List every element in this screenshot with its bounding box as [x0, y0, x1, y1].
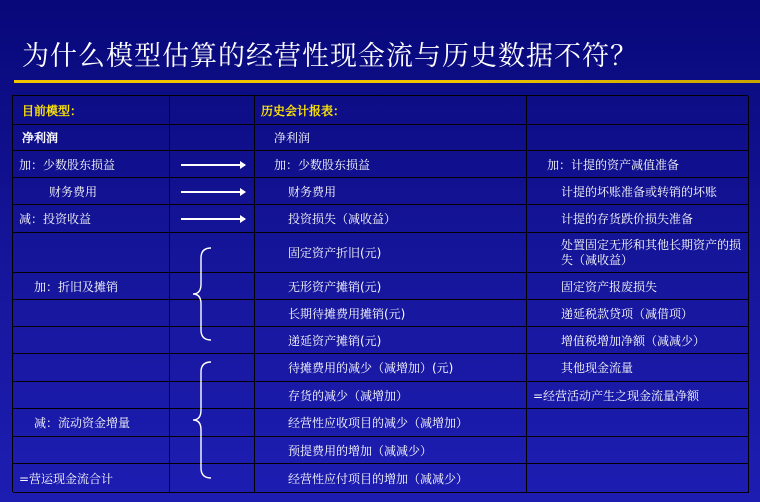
history-extra-item: 固定资产报废损失 — [561, 279, 658, 294]
table-header-row — [13, 96, 749, 125]
history-cell — [255, 300, 527, 327]
table-row — [13, 354, 749, 382]
history-item: 经营性应收项目的减少（减增加） — [288, 416, 469, 430]
model-cell — [13, 125, 170, 151]
model-cell — [13, 409, 170, 437]
arrow-right-icon — [181, 191, 245, 193]
model-cell — [13, 273, 170, 300]
header-history-label: 历史会计报表： — [261, 103, 346, 118]
history-item: 递延资产摊销(元) — [288, 333, 382, 348]
comparison-table — [12, 95, 748, 492]
table-row — [13, 205, 749, 233]
history-extra-cell — [527, 437, 749, 464]
history-extra-item: 增值税增加净额（减减少） — [561, 333, 706, 348]
title-underline — [14, 80, 760, 83]
history-cell — [255, 354, 527, 382]
history-extra-item: 其他现金流量 — [561, 361, 634, 375]
header-model-label: 目前模型： — [22, 103, 83, 118]
history-extra-cell — [527, 125, 749, 151]
history-cell — [255, 151, 527, 178]
history-item: 待摊费用的减少（减增加）(元) — [288, 361, 454, 375]
table-row — [13, 464, 749, 493]
table-row — [13, 178, 749, 205]
history-extra-cell — [527, 233, 749, 273]
model-item: 净利润 — [22, 131, 59, 145]
history-extra-cell — [527, 464, 749, 493]
history-item: 预提费用的增加（减减少） — [288, 443, 433, 458]
table-row — [13, 327, 749, 354]
model-cell — [13, 327, 170, 354]
arrow-right-icon — [181, 164, 245, 166]
history-extra-cell — [527, 327, 749, 354]
history-item: 无形资产摊销(元) — [288, 279, 382, 294]
history-extra-item: 递延税款贷项（减借项） — [561, 306, 694, 321]
model-item: =营运现金流合计 — [19, 471, 114, 486]
arrow-cell — [170, 125, 255, 151]
history-item: 长期待摊费用摊销(元) — [288, 306, 406, 321]
history-extra-cell — [527, 273, 749, 300]
history-extra-cell — [527, 382, 749, 409]
table-row — [13, 151, 749, 178]
model-cell — [13, 205, 170, 233]
history-cell — [255, 233, 527, 273]
model-cell — [13, 354, 170, 382]
model-cell — [13, 382, 170, 409]
left-brace-icon — [191, 360, 215, 480]
model-item: 加：少数股东损益 — [19, 157, 116, 172]
model-cell — [13, 178, 170, 205]
model-cell — [13, 464, 170, 493]
history-extra-item: 计提的坏账准备或转销的坏账 — [561, 184, 718, 199]
history-cell — [255, 178, 527, 205]
table-row — [13, 233, 749, 273]
history-cell — [255, 205, 527, 233]
history-extra-cell — [527, 409, 749, 437]
header-arrow-cell — [170, 96, 255, 125]
table-row — [13, 300, 749, 327]
header-model-cell — [13, 96, 170, 125]
history-item: 净利润 — [274, 131, 311, 145]
model-item: 减：流动资金增量 — [34, 416, 131, 430]
model-cell — [13, 300, 170, 327]
model-item: 财务费用 — [49, 184, 98, 199]
slide-title: 为什么模型估算的经营性现金流与历史数据不符？ — [22, 41, 638, 72]
header-right-cell — [527, 96, 749, 125]
history-item: 财务费用 — [288, 184, 337, 199]
model-cell — [13, 151, 170, 178]
history-extra-cell — [527, 205, 749, 233]
history-cell — [255, 327, 527, 354]
table-row — [13, 409, 749, 437]
arrow-right-icon — [181, 218, 245, 220]
header-history-cell — [255, 96, 527, 125]
table-row — [13, 437, 749, 464]
history-cell — [255, 464, 527, 493]
history-cell — [255, 382, 527, 409]
history-extra-item: =经营活动产生之现金流量净额 — [533, 388, 700, 403]
model-cell — [13, 437, 170, 464]
history-extra-item: 处置固定无形和其他长期资产的损失（减收益） — [561, 237, 742, 267]
history-cell — [255, 409, 527, 437]
model-item: 减：投资收益 — [19, 212, 92, 226]
history-extra-item: 加：计提的资产减值准备 — [547, 157, 680, 172]
history-item: 存货的减少（减增加） — [288, 388, 409, 403]
history-extra-cell — [527, 151, 749, 178]
history-extra-cell — [527, 354, 749, 382]
history-item: 加：少数股东损益 — [274, 157, 371, 172]
history-cell — [255, 125, 527, 151]
history-item: 经营性应付项目的增加（减减少） — [288, 471, 469, 486]
table-row — [13, 273, 749, 300]
history-extra-item: 计提的存货跌价损失准备 — [561, 212, 694, 226]
table-row — [13, 125, 749, 151]
history-item: 投资损失（减收益） — [288, 212, 397, 226]
model-item: 加：折旧及摊销 — [34, 279, 119, 294]
history-item: 固定资产折旧(元) — [288, 246, 382, 260]
history-extra-cell — [527, 300, 749, 327]
history-cell — [255, 273, 527, 300]
left-brace-icon — [191, 246, 215, 342]
history-extra-cell — [527, 178, 749, 205]
model-cell — [13, 233, 170, 273]
history-cell — [255, 437, 527, 464]
table-row — [13, 382, 749, 409]
